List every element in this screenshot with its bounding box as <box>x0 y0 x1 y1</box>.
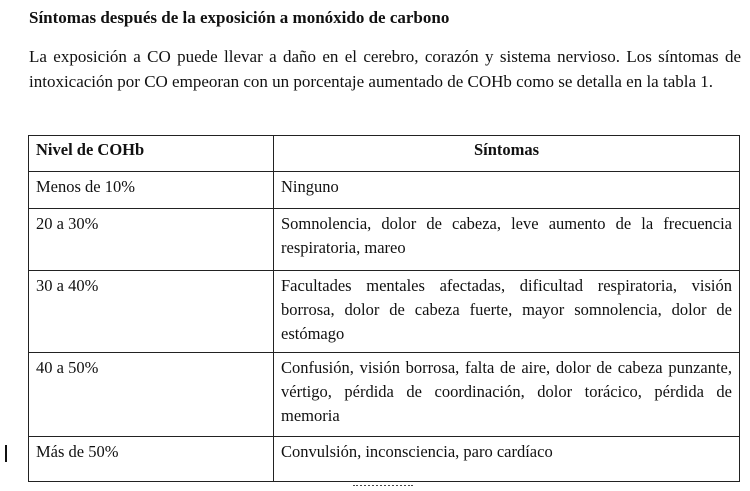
cohb-level-cell: Más de 50% <box>29 437 274 482</box>
symptoms-cell: Somnolencia, dolor de cabeza, leve aumento de la frecuencia respiratoria, mareo <box>274 209 740 271</box>
symptoms-cell: Convulsión, inconsciencia, paro cardíaco <box>274 437 740 482</box>
symptoms-cell: Facultades mentales afectadas, dificultad respiratoria, visión borrosa, dolor de cabeza fuerte, mayor somnolencia, dolor de estómago <box>274 271 740 353</box>
symptoms-cell: Ninguno <box>274 172 740 209</box>
table-header-row <box>29 136 740 172</box>
page-edge-mark <box>5 445 7 462</box>
cohb-level-cell: Menos de 10% <box>29 172 274 209</box>
table-row <box>29 437 740 482</box>
cohb-symptoms-table <box>28 135 740 482</box>
symptoms-cell: Confusión, visión borrosa, falta de aire, dolor de cabeza punzante, vértigo, pérdida de coordinación, dolor torácico, pérdida de memoria <box>274 353 740 437</box>
intro-paragraph: La exposición a CO puede llevar a daño en el cerebro, corazón y sistema nervioso. Los síntomas de intoxicación por CO empeoran con un porcentaje aumentado de COHb como se detalla en la tabla 1. <box>29 47 741 91</box>
table-row <box>29 271 740 353</box>
table-row <box>29 209 740 271</box>
cropped-caption-fragment <box>353 485 413 491</box>
section-heading: Síntomas después de la exposición a monóxido de carbono <box>29 8 450 27</box>
cohb-level-cell: 40 a 50% <box>29 353 274 437</box>
table-row <box>29 353 740 437</box>
table-row <box>29 172 740 209</box>
cohb-level-cell: 30 a 40% <box>29 271 274 353</box>
header-symptoms: Síntomas <box>274 136 740 172</box>
cohb-level-cell: 20 a 30% <box>29 209 274 271</box>
header-cohb-level: Nivel de COHb <box>29 136 274 172</box>
